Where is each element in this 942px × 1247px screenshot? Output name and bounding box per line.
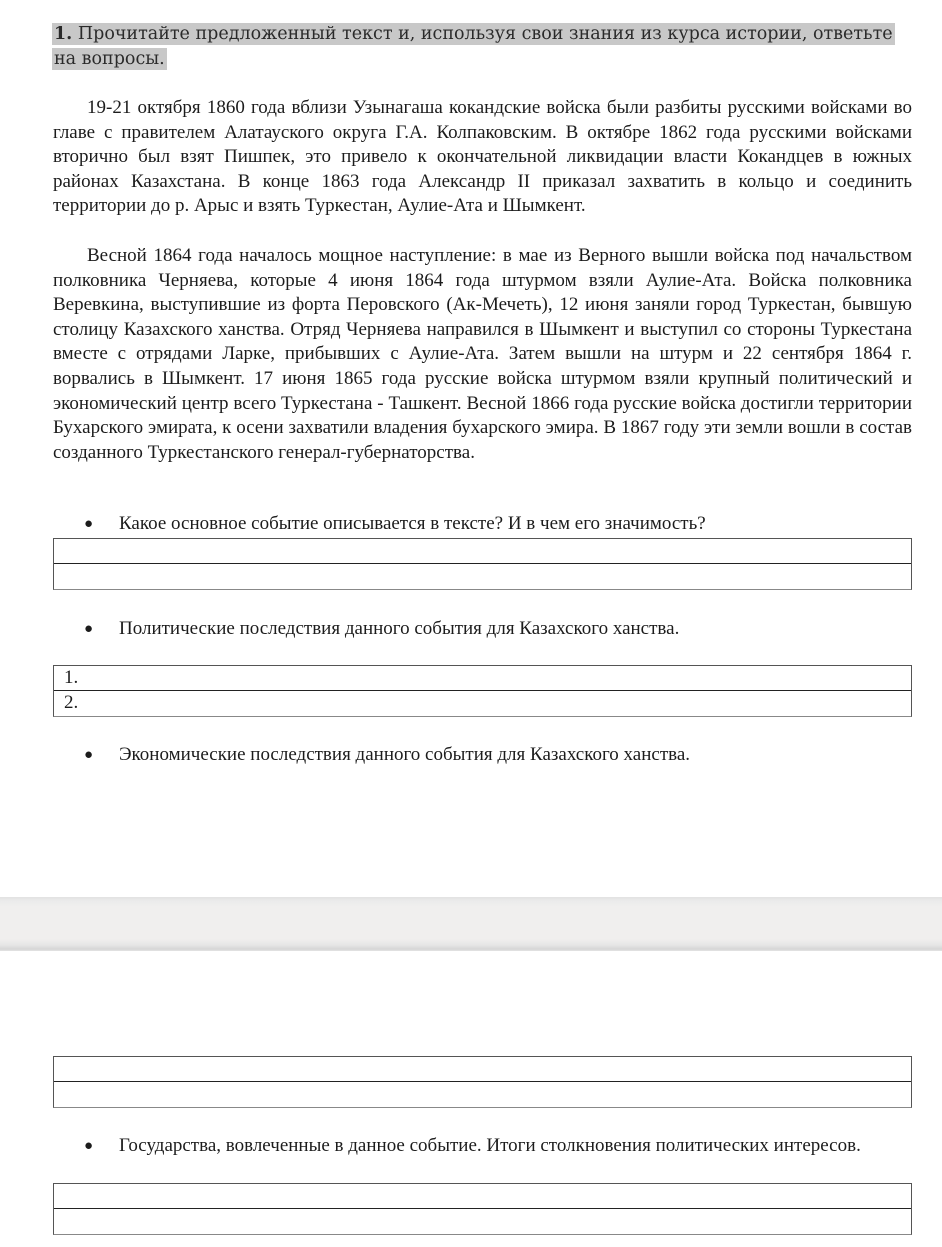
bullet-icon: ● (84, 1138, 94, 1154)
passage-paragraph-2 (53, 244, 912, 465)
answer-row[interactable] (54, 1082, 911, 1107)
task-instruction-text: Прочитайте предложенный текст и, используя свои знания из курса истории, ответьте на вопросы. (54, 24, 893, 69)
answer-box-3[interactable] (53, 1056, 912, 1108)
question-2 (84, 617, 912, 642)
answer-row-1[interactable]: 1. (54, 666, 911, 691)
bullet-icon: ● (84, 516, 94, 532)
answer-row[interactable] (54, 1184, 911, 1209)
question-3 (84, 743, 912, 768)
question-4 (84, 1134, 912, 1159)
answer-box-2[interactable] (53, 665, 912, 717)
paragraph-text: 19-21 октября 1860 года вблизи Узынагаша кокандские войска были разбиты русскими войсками во главе с правителем Алатауского округа Г.А. Колпаковским. В октябре 1862 года русскими войсками вторично был взят Пишпек, это привело к окончательной ликвидации власти Кокандцев в южных районах Казахстана. В конце 1863 года Александр II приказал захватить в кольцо и соединить территории до р. Арыс и взять Туркестан, Аулие-Ата и Шымкент. (53, 97, 912, 217)
question-text: Экономические последствия данного события для Казахского ханства. (119, 744, 691, 765)
answer-row[interactable] (54, 1209, 911, 1234)
answer-row[interactable] (54, 564, 911, 589)
task-instruction-highlight (52, 23, 895, 70)
page-break-gap (0, 897, 942, 951)
answer-box-1[interactable] (53, 538, 912, 590)
question-text: Политические последствия данного события для Казахского ханства. (119, 618, 680, 639)
passage-paragraph-1 (53, 96, 912, 219)
answer-row[interactable] (54, 1057, 911, 1082)
question-text: Какое основное событие описывается в тексте? И в чем его значимость? (119, 513, 706, 534)
bullet-icon: ● (84, 747, 94, 763)
question-1 (84, 512, 912, 537)
bullet-icon: ● (84, 621, 94, 637)
answer-row-2[interactable]: 2. (64, 692, 79, 713)
paragraph-text: Весной 1864 года началось мощное наступление: в мае из Верного вышли войска под начальством полковника Черняева, которые 4 июня 1864 года штурмом взяли Аулие-Ата. Войска полковника Веревкина, выступившие из форта Перовского (Ак-Мечеть), 12 июня заняли город Туркестан, бывшую столицу Казахского ханства. Отряд Черняева направился в Шымкент и выступил со стороны Туркестана вместе с отрядами Ларке, прибывших с Аулие-Ата. Затем вышли на штурм и 22 сентября 1864 г. ворвались в Шымкент. 17 июня 1865 года русские войска штурмом взяли крупный политический и экономический центр всего Туркестана - Ташкент. Весной 1866 года русские войска достигли территории Бухарского эмирата, к осени захватили владения бухарского эмира. В 1867 году эти земли вошли в состав созданного Туркестанского генерал-губернаторства. (53, 245, 912, 463)
task-number: 1. (54, 24, 73, 44)
question-text: Государства, вовлеченные в данное событие. Итоги столкновения политических интересов. (119, 1135, 861, 1156)
answer-row[interactable] (54, 539, 911, 564)
answer-box-4[interactable] (53, 1183, 912, 1235)
task-instruction (52, 22, 914, 72)
